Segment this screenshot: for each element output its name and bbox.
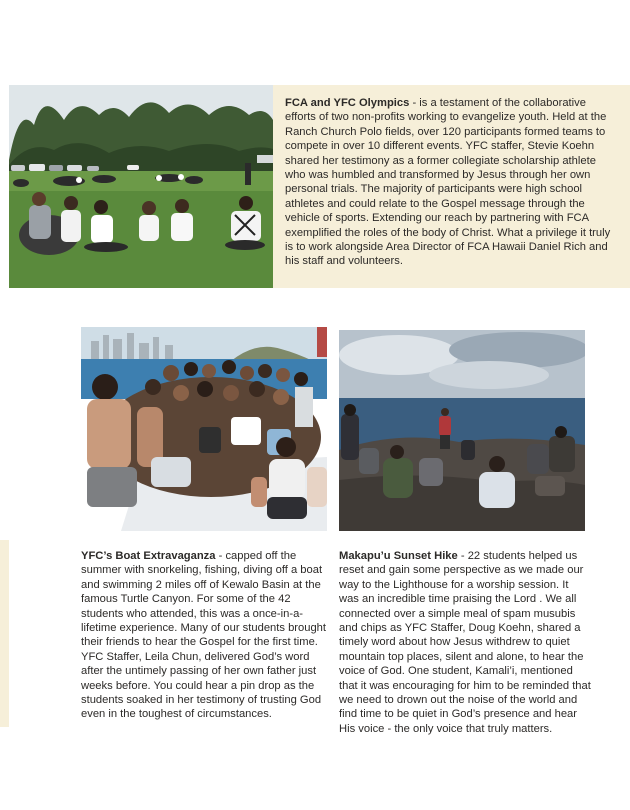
left-accent-bar xyxy=(0,540,9,727)
hike-text-block xyxy=(339,549,591,736)
hike-title: Makapu’u Sunset Hike xyxy=(339,550,458,562)
boat-photo xyxy=(81,327,327,531)
hike-paragraph xyxy=(339,549,591,736)
olympics-text: - is a testament of the collaborative efforts of two non-profits working to evangelize youth. Held at the Ranch Church Polo fields, over 120 participants formed teams to compete in over 10 different events. YFC staffer, Stevie Koehn shared her testimony as a former collegiate scholarship athlete who was humbled and transformed by Jesus through her own personal trials. The majority of participants were high school athletes and could relate to the Gospel message through the vehicle of sports. Extending our reach by partnering with FCA exemplified the roles of the body of Christ. What a privilege it truly is to work alongside Area Director of FCA Hawaii Daniel Rich and his staff and volunteers. xyxy=(285,97,611,268)
boat-text: - capped off the summer with snorkeling, fishing, diving off a boat and swimming 2 miles off of Kewalo Basin at the famous Turtle Canyon. For some of the 42 students who attended, this was a once-in-a-lifetime experience. Many of our students brought their friends to hear the Gospel for the first time. YFC Staffer, Leila Chun, delivered God’s word after the untimely passing of her own father just weeks before. You could hear a pin drop as the students soaked in her testimony of trusting God even in the toughest of circumstances. xyxy=(81,550,327,721)
hike-photo xyxy=(339,330,585,531)
boat-paragraph xyxy=(81,549,329,722)
olympics-text-box xyxy=(273,85,630,288)
hike-text: - 22 students helped us reset and gain some perspective as we made our way to the Lighthouse for a worship session. It was an incredible time praising the Lord . We all connected over a simple meal of spam musubis and chips as YFC Staffer, Doug Koehn, shared a timely word about how Jesus withdrew to quiet mountain top places, silent and alone, to hear the voice of God. One student, Kamali’i, mentioned that it was encouraging for him to be reminded that we need to drown out the noise of the world and find time to be quiet in God’s presence and hear His voice - the only voice that truly matters. xyxy=(339,550,591,735)
olympics-photo xyxy=(9,85,273,288)
boat-text-block xyxy=(81,549,329,722)
olympics-title: FCA and YFC Olympics xyxy=(285,97,410,109)
olympics-paragraph xyxy=(285,96,619,269)
boat-title: YFC’s Boat Extravaganza xyxy=(81,550,216,562)
